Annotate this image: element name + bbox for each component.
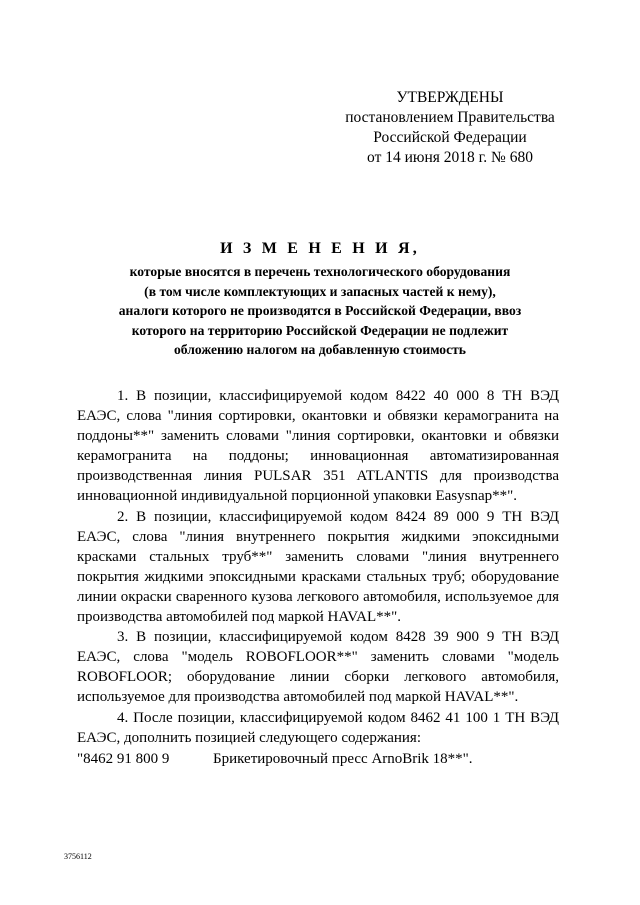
approval-line: от 14 июня 2018 г. № 680	[367, 149, 533, 166]
heading-subtitle-line: которые вносятся в перечень технологического оборудования	[129, 264, 511, 279]
document-body	[77, 386, 559, 748]
amendment-paragraph: 2. В позиции, классифицируемой кодом 8424 89 000 9 ТН ВЭД ЕАЭС, слова "линия внутреннего покрытия жидкими эпоксидными красками стальных труб**" заменить словами "линия внутреннего покрытия жидкими эпоксидными красками стальных труб; оборудование линии окраски сваренного кузова легкового автомобиля, используемое для производства автомобилей под маркой HAVAL**".	[77, 508, 559, 626]
new-position-name: Брикетировочный пресс ArnoBrik 18**".	[213, 751, 473, 767]
heading-subtitle-line: которого на территорию Российской Федерации не подлежит	[131, 322, 509, 338]
heading-subtitle-line: (в том числе комплектующих и запасных частей к нему),	[144, 283, 496, 299]
amendment-paragraph: 1. В позиции, классифицируемой кодом 8422 40 000 8 ТН ВЭД ЕАЭС, слова "линия сортировки, окантовки и обвязки керамогранита на поддоны**" заменить словами "линия сортировки, окантовки и обвязки керамогранита на поддоны; инновационная автоматизированная производственная линия PULSAR 351 ATLANTIS для производства инновационной индивидуальной порционной упаковки Easysnap**".	[77, 388, 559, 505]
approval-line: Российской Федерации	[373, 129, 527, 146]
amendment-paragraph: 4. После позиции, классифицируемой кодом 8462 41 100 1 ТН ВЭД ЕАЭС, дополнить позицией следующего содержания:	[77, 709, 559, 746]
document-heading	[60, 238, 580, 360]
heading-subtitle-line: аналоги которого не производятся в Российской Федерации, ввоз	[118, 303, 522, 318]
new-position-entry	[77, 749, 559, 769]
approval-stamp	[330, 88, 570, 168]
document-title: И З М Е Н Е Н И Я,	[220, 240, 420, 257]
new-position-code: "8462 91 800 9	[77, 751, 170, 767]
amendment-paragraph: 3. В позиции, классифицируемой кодом 8428 39 900 9 ТН ВЭД ЕАЭС, слова "модель ROBOFLOOR**" заменить словами "модель ROBOFLOOR; оборудование линии сборки легкового автомобиля, используемое для производства автомобилей под маркой HAVAL**".	[77, 629, 559, 706]
document-number: 3756112	[64, 852, 92, 861]
approval-line: постановлением Правительства	[345, 109, 555, 126]
approval-line: УТВЕРЖДЕНЫ	[396, 89, 504, 106]
heading-subtitle-line: обложению налогом на добавленную стоимость	[173, 342, 466, 357]
